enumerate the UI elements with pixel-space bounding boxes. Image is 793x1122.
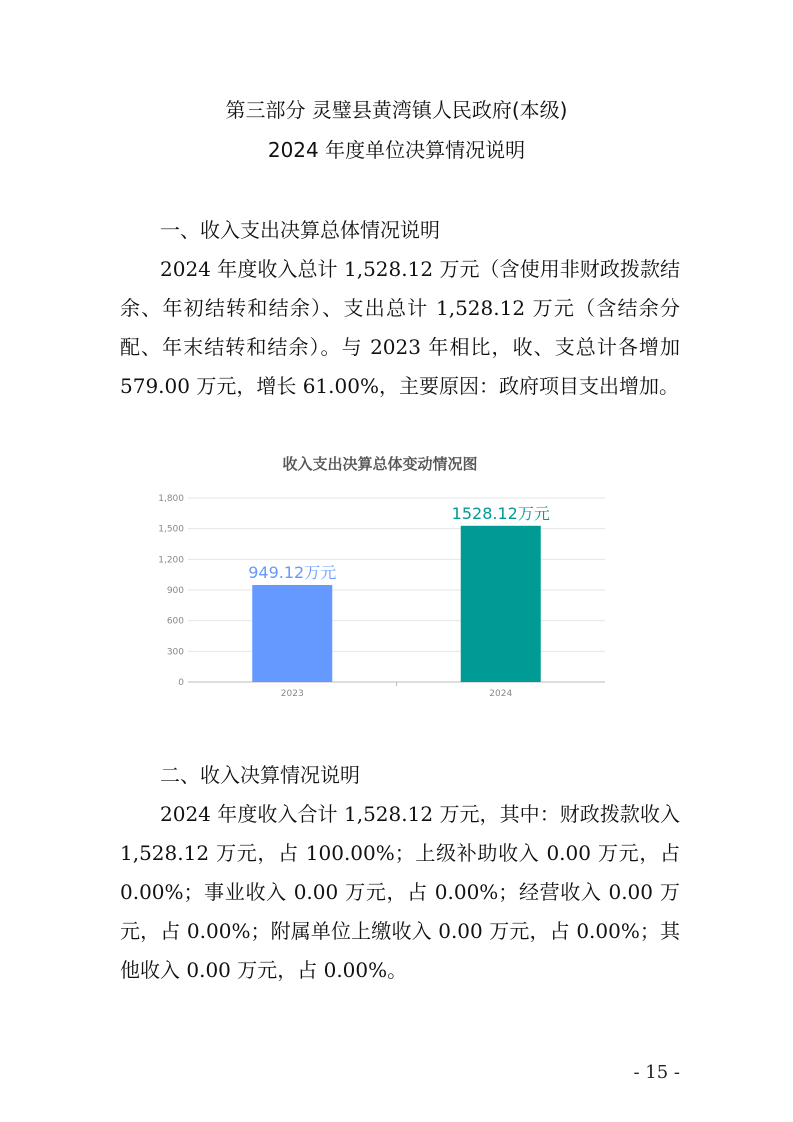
chart-svg: [140, 445, 620, 705]
y-tick-label: 1,200: [158, 555, 184, 566]
bar-2024: [461, 526, 541, 682]
document-title-line2: 2024 年度单位决算情况说明: [267, 138, 526, 162]
income-expense-chart: [140, 445, 620, 705]
y-tick-label: 0: [178, 678, 184, 688]
page-number: - 15 -: [633, 1062, 680, 1083]
document-title-line1: 第三部分 灵璧县黄湾镇人民政府(本级): [225, 98, 568, 122]
chart-title: 收入支出决算总体变动情况图: [282, 455, 478, 473]
section1-heading: 一、收入支出决算总体情况说明: [160, 218, 440, 242]
y-tick-label: 900: [166, 586, 184, 596]
y-tick-label: 600: [166, 616, 184, 627]
x-tick-label: 2023: [280, 689, 304, 699]
x-tick-label: 2024: [489, 689, 513, 699]
y-tick-label: 1,800: [158, 494, 184, 504]
section1-paragraph: 2024 年度收入总计 1,528.12 万元（含使用非财政拨款结余、年初结转和结余）、支出总计 1,528.12 万元（含结余分配、年末结转和结余）。与 2023 年相比，收、支总计各增加 579.00 万元，增长 61.00%，主要原因：政府项目支出增加。: [120, 257, 680, 398]
bar-2023: [252, 585, 332, 682]
section2-paragraph: 2024 年度收入合计 1,528.12 万元，其中：财政拨款收入 1,528.12 万元，占 100.00%；上级补助收入 0.00 万元，占 0.00%；事业收入 0.00 万元，占 0.00%；经营收入 0.00 万元，占 0.00%；附属单位上缴收入 0.00 万元，占 0.00%；其他收入 0.00 万元，占 0.00%。: [120, 802, 680, 982]
data-label-2023: 949.12万元: [248, 562, 337, 582]
section2-heading: 二、收入决算情况说明: [160, 763, 360, 787]
data-label-2024: 1528.12万元: [451, 503, 550, 523]
y-tick-label: 1,500: [158, 524, 184, 535]
y-tick-label: 300: [166, 647, 184, 658]
